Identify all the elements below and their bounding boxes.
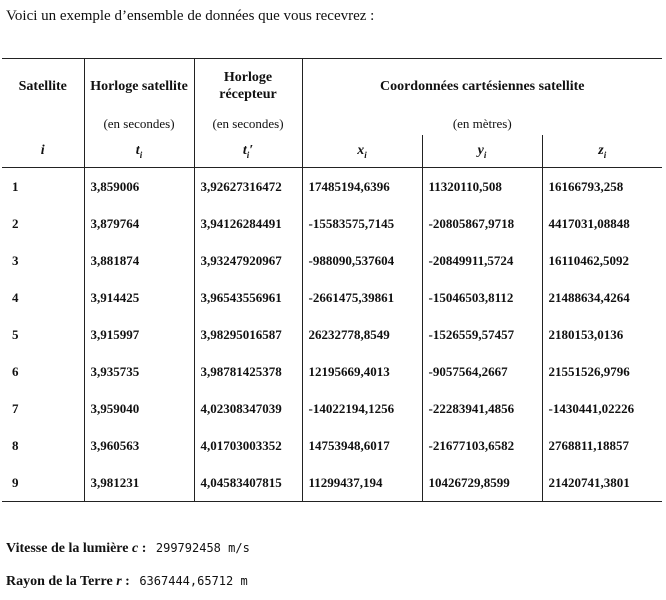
symbol-y-sub: i — [483, 149, 487, 160]
cell-y: -22283941,4856 — [422, 390, 542, 427]
header-horloge-recepteur: Horloge récepteur — [194, 59, 302, 114]
cell-x: -2661475,39861 — [302, 279, 422, 316]
unit-seconds-sat: (en secondes) — [84, 113, 194, 135]
header-horloge-satellite: Horloge satellite — [84, 59, 194, 114]
cell-t: 3,859006 — [84, 168, 194, 206]
cell-z: 2180153,0136 — [542, 316, 662, 353]
header-row-symbols — [2, 135, 662, 168]
cell-i: 4 — [12, 289, 19, 305]
cell-z: 21420741,3801 — [542, 464, 662, 502]
cell-tp: 4,04583407815 — [194, 464, 302, 502]
speed-value: 299792458 m/s — [155, 541, 250, 555]
cell-y: -20805867,9718 — [422, 205, 542, 242]
unit-metres: (en mètres) — [302, 113, 662, 135]
table-row — [2, 242, 662, 279]
cell-y: -21677103,6582 — [422, 427, 542, 464]
symbol-y — [422, 135, 542, 168]
cell-i: 6 — [12, 363, 19, 379]
cell-z: 4417031,08848 — [542, 205, 662, 242]
cell-z: 16110462,5092 — [542, 242, 662, 279]
cell-t: 3,960563 — [84, 427, 194, 464]
symbol-z-sub: i — [603, 149, 607, 160]
table-row — [2, 427, 662, 464]
table-row — [2, 316, 662, 353]
symbol-t-prime — [194, 135, 302, 168]
cell-x: 12195669,4013 — [302, 353, 422, 390]
cell-tp: 3,98295016587 — [194, 316, 302, 353]
cell-y: -20849911,5724 — [422, 242, 542, 279]
radius-value: 6367444,65712 m — [139, 574, 248, 588]
speed-colon: : — [138, 541, 147, 556]
symbol-tp-sub: i — [246, 149, 250, 160]
cell-tp: 3,93247920967 — [194, 242, 302, 279]
cell-x: 11299437,194 — [302, 464, 422, 502]
cell-x: 26232778,8549 — [302, 316, 422, 353]
cell-t: 3,959040 — [84, 390, 194, 427]
cell-i: 1 — [12, 178, 19, 194]
speed-of-light-line — [6, 541, 250, 557]
cell-tp: 4,01703003352 — [194, 427, 302, 464]
cell-t: 3,914425 — [84, 279, 194, 316]
cell-tp: 3,98781425378 — [194, 353, 302, 390]
cell-i: 9 — [12, 474, 19, 490]
symbol-i — [2, 135, 84, 168]
cell-tp: 3,92627316472 — [194, 168, 302, 206]
earth-radius-line — [6, 574, 248, 590]
intro-text: Voici un exemple d’ensemble de données que vous recevrez : — [6, 8, 375, 24]
cell-i: 2 — [12, 215, 19, 231]
table-row — [2, 353, 662, 390]
table-row — [2, 205, 662, 242]
symbol-t-text: t — [135, 142, 140, 158]
cell-t: 3,879764 — [84, 205, 194, 242]
cell-z: 21488634,4264 — [542, 279, 662, 316]
radius-label: Rayon de la Terre — [6, 574, 113, 589]
cell-x: 17485194,6396 — [302, 168, 422, 206]
cell-z: 2768811,18857 — [542, 427, 662, 464]
symbol-y-text: y — [477, 142, 484, 158]
cell-y: -15046503,8112 — [422, 279, 542, 316]
symbol-x-text: x — [357, 142, 365, 158]
cell-x: 14753948,6017 — [302, 427, 422, 464]
cell-t: 3,915997 — [84, 316, 194, 353]
cell-i: 3 — [12, 252, 19, 268]
radius-colon: : — [121, 574, 130, 589]
cell-tp: 3,96543556961 — [194, 279, 302, 316]
symbol-t-sub: i — [139, 149, 143, 160]
cell-i: 8 — [12, 437, 19, 453]
cell-z: 21551526,9796 — [542, 353, 662, 390]
table-row — [2, 168, 662, 206]
symbol-tp-prime: ′ — [249, 142, 254, 158]
header-row-units — [2, 113, 662, 135]
cell-i: 7 — [12, 400, 19, 416]
cell-x: -15583575,7145 — [302, 205, 422, 242]
header-satellite: Satellite — [18, 78, 67, 94]
cell-y: -9057564,2667 — [422, 353, 542, 390]
header-row-titles — [2, 59, 662, 114]
table-row — [2, 390, 662, 427]
cell-z: 16166793,258 — [542, 168, 662, 206]
cell-y: -1526559,57457 — [422, 316, 542, 353]
speed-label: Vitesse de la lumière — [6, 541, 129, 556]
symbol-z-text: z — [598, 142, 604, 158]
speed-var: c — [131, 541, 139, 556]
satellite-data-table — [2, 58, 662, 502]
radius-var: r — [116, 574, 122, 589]
cell-t: 3,881874 — [84, 242, 194, 279]
header-coordonnees: Coordonnées cartésiennes satellite — [302, 59, 662, 114]
cell-x: -988090,537604 — [302, 242, 422, 279]
cell-z: -1430441,02226 — [542, 390, 662, 427]
symbol-x-sub: i — [364, 149, 367, 160]
symbol-t — [84, 135, 194, 168]
unit-empty — [2, 113, 84, 135]
table-row — [2, 279, 662, 316]
cell-y: 10426729,8599 — [422, 464, 542, 502]
cell-i: 5 — [12, 326, 19, 342]
cell-y: 11320110,508 — [422, 168, 542, 206]
cell-tp: 4,02308347039 — [194, 390, 302, 427]
table-row — [2, 464, 662, 502]
cell-tp: 3,94126284491 — [194, 205, 302, 242]
symbol-i-text: i — [40, 143, 45, 158]
symbol-x — [302, 135, 422, 168]
cell-x: -14022194,1256 — [302, 390, 422, 427]
symbol-z — [542, 135, 662, 168]
cell-t: 3,981231 — [84, 464, 194, 502]
symbol-tp-text: t — [242, 142, 247, 158]
cell-t: 3,935735 — [84, 353, 194, 390]
unit-seconds-rec: (en secondes) — [194, 113, 302, 135]
